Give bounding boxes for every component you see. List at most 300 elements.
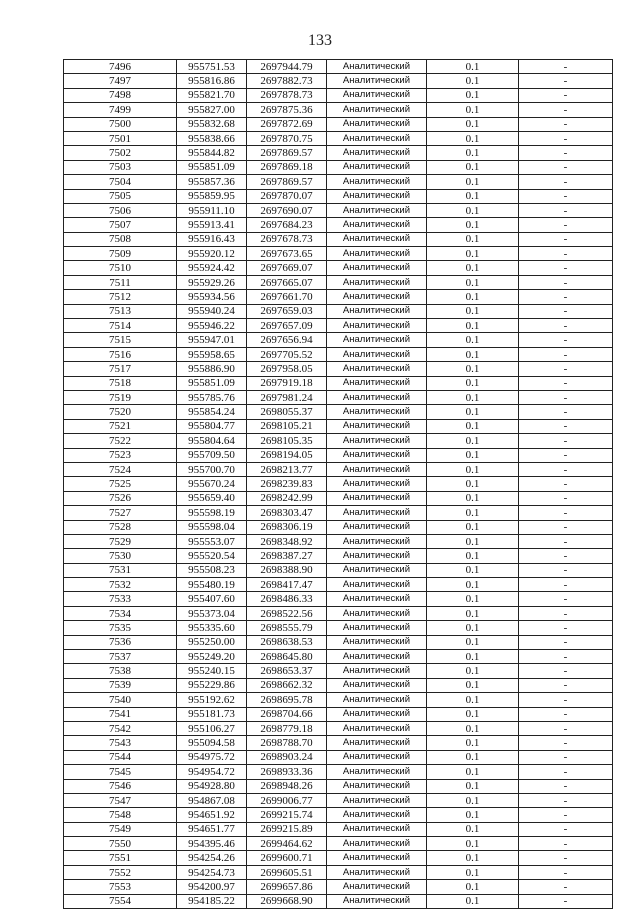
method-cell: Аналитический [327,506,427,520]
note-cell: - [519,390,613,404]
y-coordinate-cell: 2699600.71 [247,851,327,865]
x-coordinate-cell: 955804.64 [177,434,247,448]
accuracy-cell: 0.1 [427,462,519,476]
y-coordinate-cell: 2697657.09 [247,319,327,333]
table-row [64,750,613,764]
note-cell: - [519,707,613,721]
method-cell: Аналитический [327,865,427,879]
table-row [64,232,613,246]
table-row [64,578,613,592]
x-coordinate-cell: 955373.04 [177,606,247,620]
x-coordinate-cell: 955816.86 [177,74,247,88]
coordinates-table [63,59,613,909]
table-row [64,707,613,721]
table-row [64,146,613,160]
x-coordinate-cell: 955229.86 [177,678,247,692]
x-coordinate-cell: 955958.65 [177,347,247,361]
table-row [64,606,613,620]
note-cell: - [519,477,613,491]
x-coordinate-cell: 954254.26 [177,851,247,865]
note-cell: - [519,693,613,707]
accuracy-cell: 0.1 [427,131,519,145]
y-coordinate-cell: 2697870.75 [247,131,327,145]
accuracy-cell: 0.1 [427,534,519,548]
method-cell: Аналитический [327,721,427,735]
note-cell: - [519,779,613,793]
method-cell: Аналитический [327,549,427,563]
x-coordinate-cell: 955508.23 [177,563,247,577]
note-cell: - [519,765,613,779]
method-cell: Аналитический [327,146,427,160]
note-cell: - [519,448,613,462]
method-cell: Аналитический [327,103,427,117]
point-number-cell: 7549 [64,822,177,836]
method-cell: Аналитический [327,189,427,203]
table-row [64,462,613,476]
x-coordinate-cell: 955940.24 [177,304,247,318]
x-coordinate-cell: 955106.27 [177,721,247,735]
y-coordinate-cell: 2697684.23 [247,218,327,232]
y-coordinate-cell: 2698388.90 [247,563,327,577]
accuracy-cell: 0.1 [427,477,519,491]
method-cell: Аналитический [327,650,427,664]
x-coordinate-cell: 955913.41 [177,218,247,232]
accuracy-cell: 0.1 [427,678,519,692]
note-cell: - [519,247,613,261]
note-cell: - [519,549,613,563]
note-cell: - [519,506,613,520]
x-coordinate-cell: 955827.00 [177,103,247,117]
point-number-cell: 7535 [64,621,177,635]
accuracy-cell: 0.1 [427,203,519,217]
x-coordinate-cell: 955709.50 [177,448,247,462]
point-number-cell: 7500 [64,117,177,131]
point-number-cell: 7538 [64,664,177,678]
point-number-cell: 7506 [64,203,177,217]
accuracy-cell: 0.1 [427,247,519,261]
point-number-cell: 7547 [64,793,177,807]
method-cell: Аналитический [327,851,427,865]
method-cell: Аналитический [327,491,427,505]
method-cell: Аналитический [327,117,427,131]
note-cell: - [519,290,613,304]
table-row [64,74,613,88]
x-coordinate-cell: 954185.22 [177,894,247,908]
y-coordinate-cell: 2699215.89 [247,822,327,836]
y-coordinate-cell: 2697882.73 [247,74,327,88]
note-cell: - [519,88,613,102]
x-coordinate-cell: 954867.08 [177,793,247,807]
y-coordinate-cell: 2698417.47 [247,578,327,592]
note-cell: - [519,462,613,476]
x-coordinate-cell: 955520.54 [177,549,247,563]
accuracy-cell: 0.1 [427,822,519,836]
point-number-cell: 7551 [64,851,177,865]
note-cell: - [519,606,613,620]
y-coordinate-cell: 2698522.56 [247,606,327,620]
table-row [64,88,613,102]
y-coordinate-cell: 2697869.18 [247,160,327,174]
accuracy-cell: 0.1 [427,175,519,189]
method-cell: Аналитический [327,520,427,534]
note-cell: - [519,534,613,548]
method-cell: Аналитический [327,203,427,217]
method-cell: Аналитический [327,448,427,462]
point-number-cell: 7523 [64,448,177,462]
note-cell: - [519,376,613,390]
accuracy-cell: 0.1 [427,434,519,448]
y-coordinate-cell: 2698194.05 [247,448,327,462]
accuracy-cell: 0.1 [427,333,519,347]
note-cell: - [519,74,613,88]
method-cell: Аналитический [327,347,427,361]
y-coordinate-cell: 2698213.77 [247,462,327,476]
y-coordinate-cell: 2698704.66 [247,707,327,721]
accuracy-cell: 0.1 [427,707,519,721]
accuracy-cell: 0.1 [427,750,519,764]
table-row [64,347,613,361]
table-row [64,333,613,347]
table-row [64,808,613,822]
accuracy-cell: 0.1 [427,765,519,779]
method-cell: Аналитический [327,664,427,678]
point-number-cell: 7510 [64,261,177,275]
accuracy-cell: 0.1 [427,347,519,361]
point-number-cell: 7536 [64,635,177,649]
note-cell: - [519,736,613,750]
accuracy-cell: 0.1 [427,592,519,606]
point-number-cell: 7526 [64,491,177,505]
method-cell: Аналитический [327,232,427,246]
note-cell: - [519,117,613,131]
method-cell: Аналитический [327,563,427,577]
y-coordinate-cell: 2698653.37 [247,664,327,678]
accuracy-cell: 0.1 [427,261,519,275]
note-cell: - [519,319,613,333]
x-coordinate-cell: 955844.82 [177,146,247,160]
accuracy-cell: 0.1 [427,563,519,577]
table-row [64,261,613,275]
table-row [64,390,613,404]
note-cell: - [519,275,613,289]
accuracy-cell: 0.1 [427,362,519,376]
table-row [64,880,613,894]
table-row [64,563,613,577]
point-number-cell: 7525 [64,477,177,491]
x-coordinate-cell: 955851.09 [177,376,247,390]
method-cell: Аналитический [327,390,427,404]
x-coordinate-cell: 955804.77 [177,419,247,433]
accuracy-cell: 0.1 [427,520,519,534]
accuracy-cell: 0.1 [427,894,519,908]
y-coordinate-cell: 2699668.90 [247,894,327,908]
note-cell: - [519,808,613,822]
y-coordinate-cell: 2698486.33 [247,592,327,606]
table-row [64,60,613,74]
point-number-cell: 7509 [64,247,177,261]
x-coordinate-cell: 955911.10 [177,203,247,217]
y-coordinate-cell: 2698105.21 [247,419,327,433]
method-cell: Аналитический [327,218,427,232]
table-row [64,520,613,534]
note-cell: - [519,103,613,117]
method-cell: Аналитический [327,779,427,793]
method-cell: Аналитический [327,750,427,764]
y-coordinate-cell: 2698779.18 [247,721,327,735]
accuracy-cell: 0.1 [427,865,519,879]
x-coordinate-cell: 955821.70 [177,88,247,102]
y-coordinate-cell: 2699464.62 [247,837,327,851]
note-cell: - [519,865,613,879]
accuracy-cell: 0.1 [427,693,519,707]
note-cell: - [519,721,613,735]
x-coordinate-cell: 955240.15 [177,664,247,678]
point-number-cell: 7502 [64,146,177,160]
table-row [64,117,613,131]
accuracy-cell: 0.1 [427,275,519,289]
y-coordinate-cell: 2697659.03 [247,304,327,318]
x-coordinate-cell: 955700.70 [177,462,247,476]
table-row [64,822,613,836]
accuracy-cell: 0.1 [427,650,519,664]
accuracy-cell: 0.1 [427,160,519,174]
point-number-cell: 7497 [64,74,177,88]
note-cell: - [519,491,613,505]
y-coordinate-cell: 2697669.07 [247,261,327,275]
note-cell: - [519,621,613,635]
y-coordinate-cell: 2697678.73 [247,232,327,246]
table-row [64,664,613,678]
point-number-cell: 7542 [64,721,177,735]
accuracy-cell: 0.1 [427,736,519,750]
y-coordinate-cell: 2697872.69 [247,117,327,131]
x-coordinate-cell: 955947.01 [177,333,247,347]
note-cell: - [519,592,613,606]
point-number-cell: 7532 [64,578,177,592]
y-coordinate-cell: 2698645.80 [247,650,327,664]
note-cell: - [519,232,613,246]
table-row [64,851,613,865]
note-cell: - [519,894,613,908]
x-coordinate-cell: 955181.73 [177,707,247,721]
note-cell: - [519,362,613,376]
method-cell: Аналитический [327,822,427,836]
x-coordinate-cell: 955785.76 [177,390,247,404]
y-coordinate-cell: 2697665.07 [247,275,327,289]
note-cell: - [519,146,613,160]
method-cell: Аналитический [327,175,427,189]
table-row [64,319,613,333]
table-row [64,419,613,433]
x-coordinate-cell: 955751.53 [177,60,247,74]
method-cell: Аналитический [327,319,427,333]
note-cell: - [519,131,613,145]
accuracy-cell: 0.1 [427,189,519,203]
method-cell: Аналитический [327,837,427,851]
table-row [64,218,613,232]
method-cell: Аналитический [327,736,427,750]
y-coordinate-cell: 2698242.99 [247,491,327,505]
note-cell: - [519,880,613,894]
accuracy-cell: 0.1 [427,491,519,505]
point-number-cell: 7550 [64,837,177,851]
note-cell: - [519,822,613,836]
accuracy-cell: 0.1 [427,635,519,649]
point-number-cell: 7520 [64,405,177,419]
x-coordinate-cell: 954254.73 [177,865,247,879]
x-coordinate-cell: 955659.40 [177,491,247,505]
table-row [64,275,613,289]
point-number-cell: 7505 [64,189,177,203]
x-coordinate-cell: 955851.09 [177,160,247,174]
y-coordinate-cell: 2697673.65 [247,247,327,261]
y-coordinate-cell: 2697875.36 [247,103,327,117]
x-coordinate-cell: 955480.19 [177,578,247,592]
x-coordinate-cell: 955335.60 [177,621,247,635]
method-cell: Аналитический [327,362,427,376]
point-number-cell: 7501 [64,131,177,145]
y-coordinate-cell: 2697705.52 [247,347,327,361]
method-cell: Аналитический [327,88,427,102]
point-number-cell: 7533 [64,592,177,606]
table-row [64,405,613,419]
y-coordinate-cell: 2698387.27 [247,549,327,563]
y-coordinate-cell: 2698638.53 [247,635,327,649]
table-row [64,203,613,217]
table-row [64,765,613,779]
x-coordinate-cell: 955838.66 [177,131,247,145]
table-row [64,160,613,174]
x-coordinate-cell: 955859.95 [177,189,247,203]
table-row [64,448,613,462]
point-number-cell: 7496 [64,60,177,74]
accuracy-cell: 0.1 [427,721,519,735]
accuracy-cell: 0.1 [427,448,519,462]
note-cell: - [519,189,613,203]
x-coordinate-cell: 955857.36 [177,175,247,189]
y-coordinate-cell: 2698788.70 [247,736,327,750]
table-row [64,894,613,908]
note-cell: - [519,218,613,232]
accuracy-cell: 0.1 [427,779,519,793]
note-cell: - [519,60,613,74]
table-row [64,621,613,635]
table-row [64,865,613,879]
accuracy-cell: 0.1 [427,578,519,592]
x-coordinate-cell: 955094.58 [177,736,247,750]
table-row [64,290,613,304]
y-coordinate-cell: 2698695.78 [247,693,327,707]
point-number-cell: 7514 [64,319,177,333]
table-row [64,736,613,750]
y-coordinate-cell: 2698055.37 [247,405,327,419]
point-number-cell: 7529 [64,534,177,548]
table-row [64,477,613,491]
point-number-cell: 7519 [64,390,177,404]
accuracy-cell: 0.1 [427,88,519,102]
point-number-cell: 7518 [64,376,177,390]
accuracy-cell: 0.1 [427,419,519,433]
y-coordinate-cell: 2698555.79 [247,621,327,635]
method-cell: Аналитический [327,74,427,88]
y-coordinate-cell: 2698306.19 [247,520,327,534]
point-number-cell: 7543 [64,736,177,750]
y-coordinate-cell: 2698948.26 [247,779,327,793]
point-number-cell: 7507 [64,218,177,232]
method-cell: Аналитический [327,477,427,491]
x-coordinate-cell: 955670.24 [177,477,247,491]
table-row [64,362,613,376]
y-coordinate-cell: 2698105.35 [247,434,327,448]
point-number-cell: 7554 [64,894,177,908]
y-coordinate-cell: 2698348.92 [247,534,327,548]
method-cell: Аналитический [327,405,427,419]
point-number-cell: 7541 [64,707,177,721]
y-coordinate-cell: 2699215.74 [247,808,327,822]
y-coordinate-cell: 2697690.07 [247,203,327,217]
table-row [64,247,613,261]
accuracy-cell: 0.1 [427,621,519,635]
point-number-cell: 7539 [64,678,177,692]
point-number-cell: 7548 [64,808,177,822]
accuracy-cell: 0.1 [427,290,519,304]
x-coordinate-cell: 954395.46 [177,837,247,851]
accuracy-cell: 0.1 [427,218,519,232]
y-coordinate-cell: 2698903.24 [247,750,327,764]
note-cell: - [519,563,613,577]
x-coordinate-cell: 955249.20 [177,650,247,664]
table-row [64,304,613,318]
method-cell: Аналитический [327,894,427,908]
point-number-cell: 7516 [64,347,177,361]
y-coordinate-cell: 2697944.79 [247,60,327,74]
point-number-cell: 7540 [64,693,177,707]
method-cell: Аналитический [327,275,427,289]
y-coordinate-cell: 2698239.83 [247,477,327,491]
point-number-cell: 7545 [64,765,177,779]
x-coordinate-cell: 955598.04 [177,520,247,534]
method-cell: Аналитический [327,419,427,433]
note-cell: - [519,750,613,764]
accuracy-cell: 0.1 [427,664,519,678]
table-row [64,837,613,851]
point-number-cell: 7544 [64,750,177,764]
table-row [64,635,613,649]
point-number-cell: 7552 [64,865,177,879]
accuracy-cell: 0.1 [427,405,519,419]
x-coordinate-cell: 955598.19 [177,506,247,520]
method-cell: Аналитический [327,247,427,261]
accuracy-cell: 0.1 [427,103,519,117]
accuracy-cell: 0.1 [427,808,519,822]
point-number-cell: 7553 [64,880,177,894]
table-row [64,793,613,807]
table-row [64,779,613,793]
note-cell: - [519,304,613,318]
method-cell: Аналитический [327,376,427,390]
x-coordinate-cell: 954200.97 [177,880,247,894]
note-cell: - [519,203,613,217]
y-coordinate-cell: 2699605.51 [247,865,327,879]
method-cell: Аналитический [327,693,427,707]
method-cell: Аналитический [327,160,427,174]
note-cell: - [519,851,613,865]
y-coordinate-cell: 2698303.47 [247,506,327,520]
y-coordinate-cell: 2697661.70 [247,290,327,304]
method-cell: Аналитический [327,60,427,74]
note-cell: - [519,837,613,851]
point-number-cell: 7534 [64,606,177,620]
